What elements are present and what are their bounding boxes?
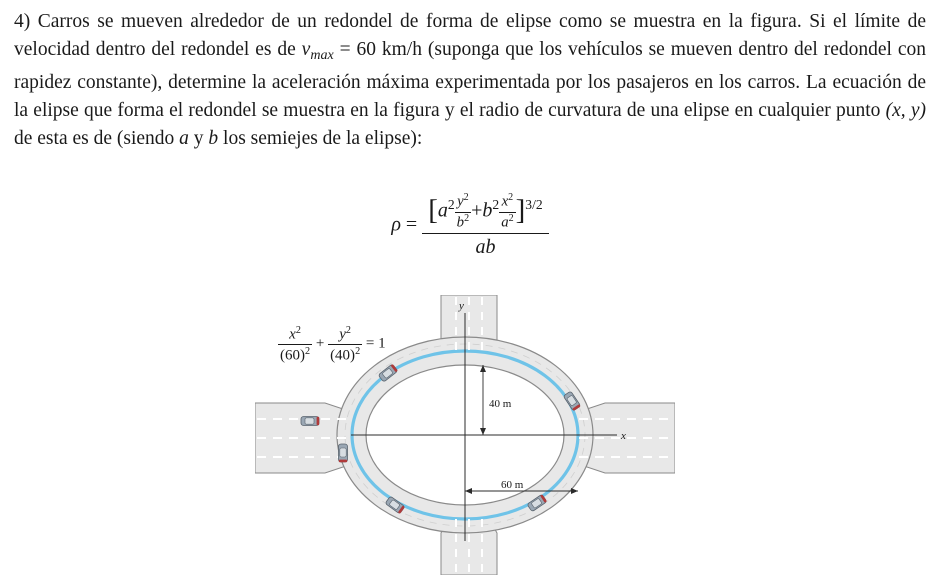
term1-num-var: y xyxy=(457,193,464,210)
term1-coefficient: a xyxy=(437,199,448,222)
axis-label-x: x xyxy=(621,430,626,442)
problem-text-part-3: de esta es de (siendo xyxy=(14,128,180,150)
car-icon xyxy=(301,417,319,426)
term1-num-exp: 2 xyxy=(463,192,469,203)
term1-coefficient-exponent: 2 xyxy=(447,197,455,213)
problem-text-part-2: = 60 km/h (suponga que los vehículos se mueven dentro del redondel con rapidez constante), determine la aceleración máxima experimentada por los pasajeros en los carros. La ecuación de la elipse que forma el redondel se muestra en la figura y el radio de curvatura de una elipse en cualquier punto xyxy=(14,39,927,122)
ellipse-eq-num2: y xyxy=(339,326,346,343)
term2-fraction-numerator xyxy=(499,193,515,213)
problem-number: 4) xyxy=(14,11,31,32)
ellipse-eq-equals: = 1 xyxy=(365,335,386,352)
ellipse-eq-num2-exp: 2 xyxy=(345,325,351,336)
term2-den-var: a xyxy=(501,214,509,231)
ellipse-eq-num1: x xyxy=(289,326,296,343)
ellipse-eq-den1-exp: 2 xyxy=(305,345,311,357)
velocity-symbol: v xyxy=(301,39,311,60)
formula-numerator xyxy=(422,193,548,234)
term1-fraction-numerator xyxy=(455,193,471,213)
dimension-label-60m: 60 m xyxy=(501,479,524,491)
bracket-open: [ xyxy=(428,193,438,226)
problem-text-part-5: los semiejes de la elipse): xyxy=(218,128,423,150)
semiaxis-a-symbol: a xyxy=(179,128,189,150)
term2-fraction-denominator xyxy=(499,213,515,232)
semiaxis-b-symbol: b xyxy=(208,128,219,150)
formula-denominator: ab xyxy=(475,236,496,258)
term1-den-var: b xyxy=(456,214,465,231)
term2-fraction xyxy=(499,193,515,231)
term2-coefficient-exponent: 2 xyxy=(492,197,500,213)
term2-coefficient: b xyxy=(482,199,493,222)
problem-text-part-1: Carros se mueven alrededor de un redondel de forma de elipse como se muestra en la figura. Si el límite de velocidad dentro del redondel es de xyxy=(14,11,926,60)
ellipse-eq-den2-exp: 2 xyxy=(355,345,361,357)
ellipse-eq-plus: + xyxy=(315,335,325,352)
term1-fraction xyxy=(455,193,471,231)
ellipse-eq-den2: (40) xyxy=(330,347,356,364)
term1-fraction-denominator xyxy=(455,213,471,232)
bracket-close: ] xyxy=(515,193,526,226)
dimension-label-40m: 40 m xyxy=(489,398,512,410)
term2-num-var: x xyxy=(501,193,509,210)
formula-plus: + xyxy=(471,199,483,222)
axis-label-y: y xyxy=(459,300,464,312)
formula-exponent: 3/2 xyxy=(525,197,543,213)
velocity-subscript: max xyxy=(310,47,334,64)
term2-num-exp: 2 xyxy=(508,192,514,203)
problem-text-part-4: y xyxy=(188,128,209,150)
ellipse-eq-num1-exp: 2 xyxy=(295,325,301,336)
roundabout-figure xyxy=(255,295,675,575)
formula-equals: = xyxy=(405,213,418,236)
term2-den-exp: 2 xyxy=(508,212,514,224)
radius-of-curvature-formula xyxy=(0,193,940,259)
problem-statement xyxy=(14,8,926,153)
point-symbol: (x, y) xyxy=(885,100,926,122)
ellipse-eq-den1: (60) xyxy=(280,347,305,364)
term1-den-exp: 2 xyxy=(464,212,470,224)
car-icon xyxy=(339,444,348,462)
formula-rho: ρ xyxy=(391,213,401,236)
formula-fraction xyxy=(422,193,548,259)
